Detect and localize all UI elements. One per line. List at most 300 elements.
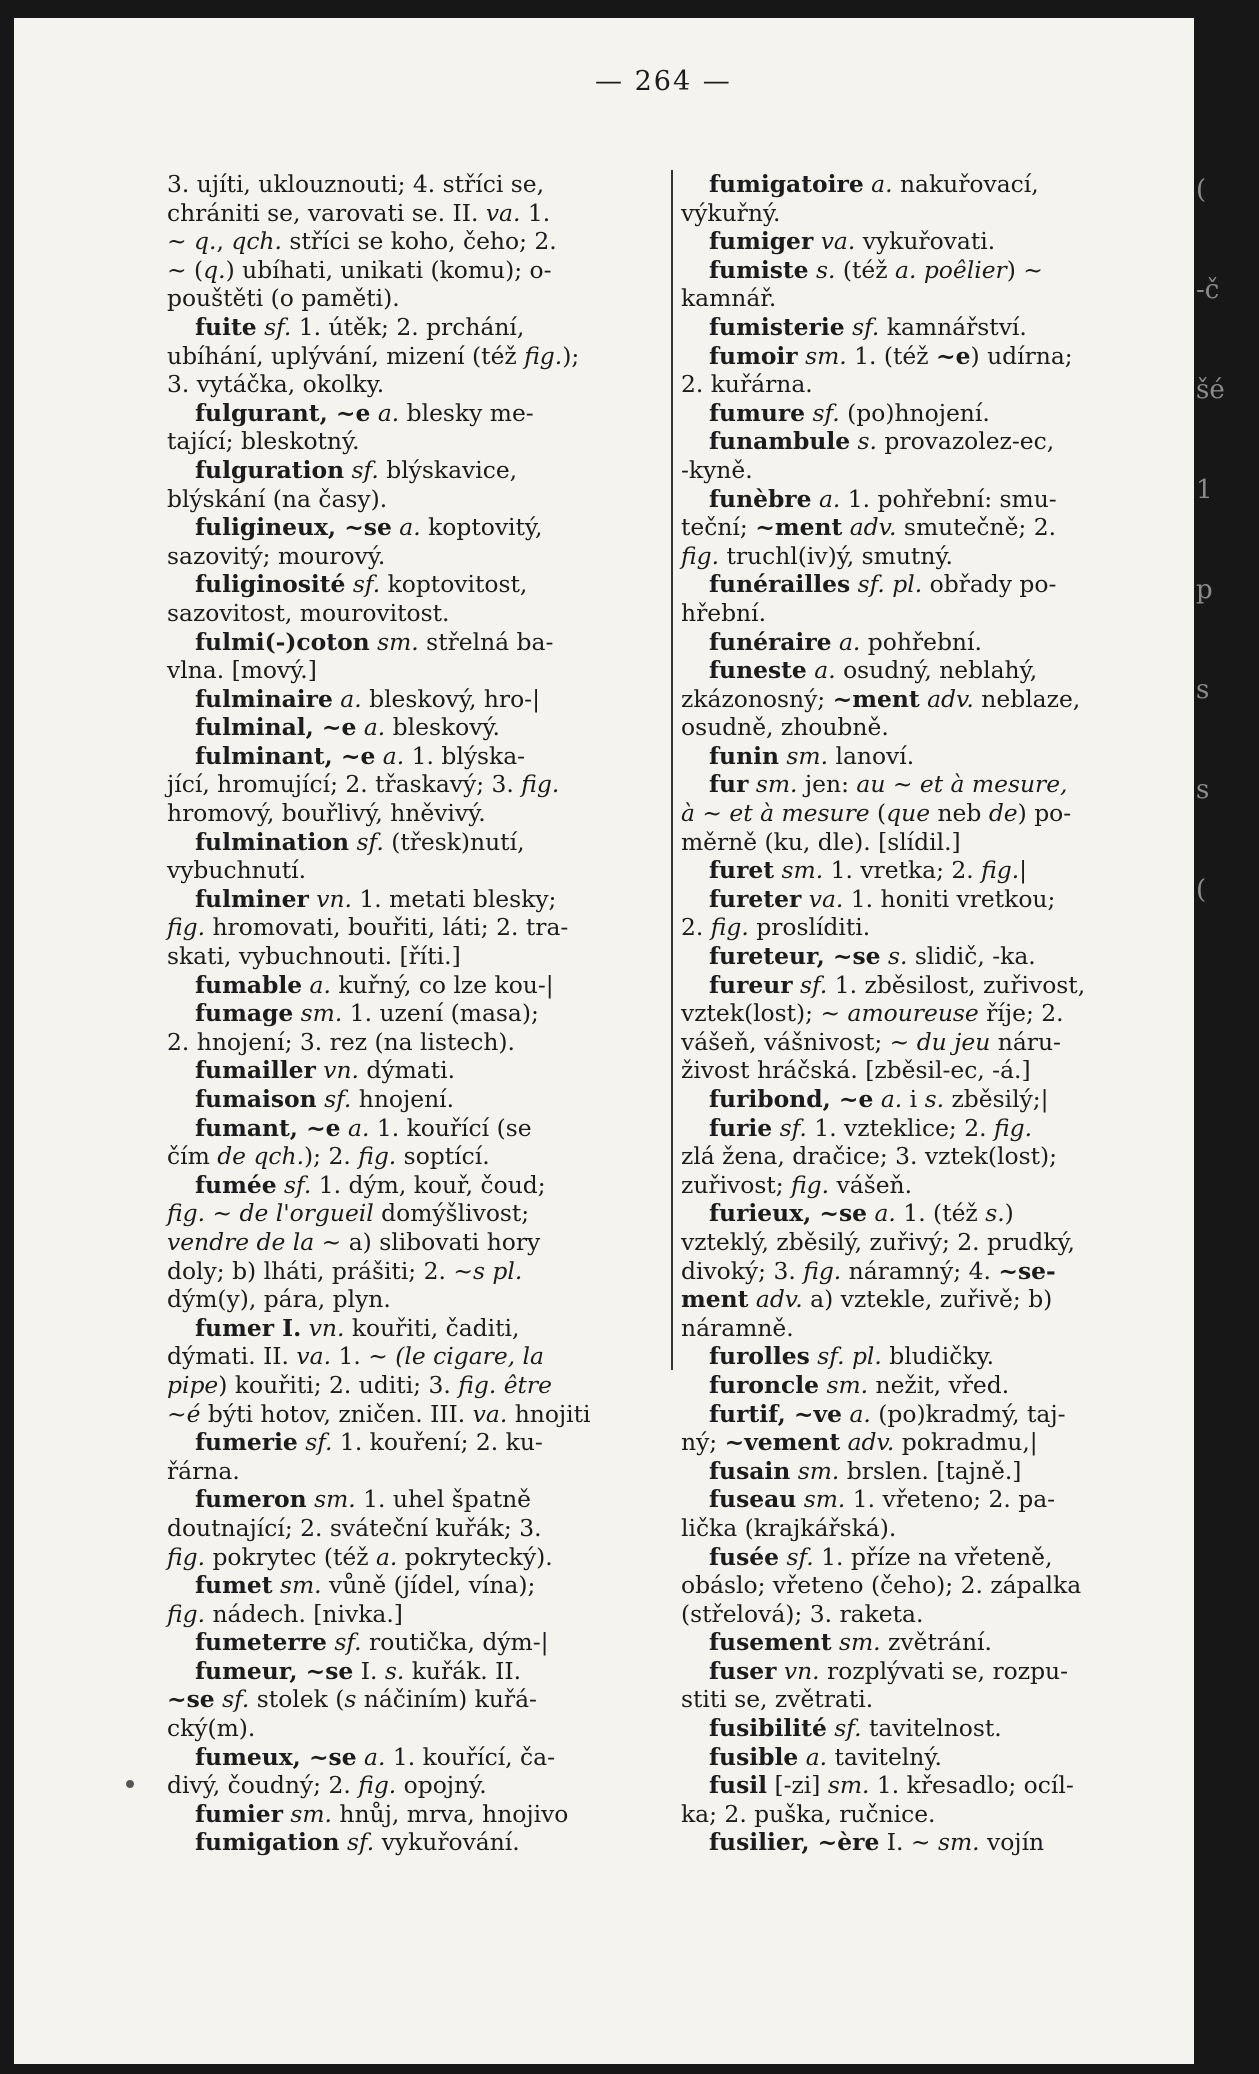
text-line: [167, 1257, 640, 1286]
definition-text: 1. kouřící (se: [369, 1113, 532, 1142]
text-line: [167, 1371, 640, 1400]
definition-text: dým(y), pára, plyn.: [167, 1285, 391, 1314]
text-line: [681, 685, 1154, 714]
grammar-note: sm.: [803, 1485, 846, 1514]
headword: fulminer: [195, 884, 309, 913]
grammar-note: sf.: [346, 1828, 375, 1857]
definition-text: i: [902, 1085, 925, 1113]
definition-text: 2. hnojení; 3. rez (na listech).: [167, 1027, 515, 1056]
grammar-note: sf.: [351, 455, 379, 484]
text-line: [681, 628, 1154, 657]
definition-text: doly; b) lháti, prášiti; 2.: [167, 1256, 454, 1285]
headword: funin: [709, 741, 779, 770]
text-line: [167, 1285, 640, 1314]
definition-text: vykuřovati.: [855, 227, 996, 256]
headword: fulmination: [195, 827, 350, 856]
grammar-note: a.: [363, 713, 386, 742]
definition-text: [793, 971, 800, 999]
definition-text: );: [562, 341, 580, 370]
definition-text: [873, 1085, 880, 1113]
definition-text: truchl(iv)ý, smutný.: [719, 541, 953, 570]
text-line: [167, 1771, 640, 1800]
definition-text: [850, 570, 857, 598]
definition-text: [375, 742, 382, 770]
definition-text: pokrytecký).: [397, 1542, 553, 1571]
definition-text: [845, 313, 852, 341]
text-line: [167, 1628, 640, 1657]
text-line: [681, 856, 1154, 885]
edge-glyph: s: [1196, 675, 1210, 705]
definition-text: [307, 1485, 314, 1513]
headword: fumeur, ~se: [195, 1656, 354, 1685]
definition-text: chrániti se, varovati se. II.: [167, 198, 486, 227]
text-line: [167, 1743, 640, 1772]
headword: fumerie: [195, 1428, 298, 1457]
text-line: [167, 971, 640, 1000]
grammar-note: s.: [924, 1085, 945, 1113]
headword: furtif, ~ve: [709, 1399, 842, 1428]
definition-text: 1. vřeteno; 2. pa-: [845, 1485, 1056, 1514]
grammar-note: sf. pl.: [817, 1342, 882, 1371]
definition-text: [748, 1285, 755, 1313]
headword: ~ment: [832, 684, 920, 713]
headword: fusibilité: [709, 1714, 827, 1743]
headword: fuite: [195, 312, 257, 341]
headword: fumant, ~e: [195, 1113, 341, 1142]
headword: ~vement: [724, 1428, 841, 1457]
headword: fusement: [709, 1628, 832, 1657]
definition-text: proslíditi.: [748, 913, 871, 942]
headword: fulguration: [195, 455, 345, 484]
text-line: [167, 1056, 640, 1085]
headword: furolles: [709, 1342, 810, 1371]
headword: furie: [709, 1113, 773, 1142]
text-line: [681, 427, 1154, 456]
definition-text: 1. zběsilost, zuřivost,: [827, 970, 1086, 999]
grammar-note: sf.: [284, 1170, 312, 1199]
grammar-note: ~s pl.: [453, 1256, 523, 1285]
definition-text: vášeň.: [829, 1170, 913, 1199]
text-line: [681, 456, 1154, 485]
page-number: — 264 —: [595, 66, 732, 97]
grammar-note: adv.: [847, 1428, 895, 1457]
ink-spot: [126, 1780, 134, 1788]
grammar-note: s: [344, 1685, 357, 1714]
headword: funèbre: [709, 484, 812, 513]
headword: fureteur, ~se: [709, 942, 881, 971]
text-line: [167, 284, 640, 313]
text-line: [681, 1285, 1154, 1314]
grammar-note: va.: [472, 1399, 508, 1428]
grammar-note: fig.: [521, 770, 560, 799]
grammar-note: sf.: [356, 827, 384, 856]
text-line: [167, 227, 640, 256]
definition-text: [776, 1657, 783, 1685]
grammar-note: ~ (le cigare, la: [368, 1342, 544, 1371]
text-line: [167, 1114, 640, 1143]
grammar-note: a.: [874, 1199, 896, 1228]
definition-text: (: [869, 799, 887, 828]
headword: ~e: [936, 341, 971, 370]
definition-text: vybuchnutí.: [167, 856, 307, 885]
text-line: [167, 656, 640, 685]
definition-text: 1. honiti vretkou;: [843, 884, 1056, 913]
text-line: [681, 542, 1154, 571]
definition-text: a) vztekle, zuřivě; b): [802, 1285, 1053, 1314]
text-line: [681, 656, 1154, 685]
text-line: [681, 199, 1154, 228]
definition-text: 1. uhel špatně: [355, 1485, 532, 1514]
definition-text: opojný.: [396, 1771, 487, 1800]
text-line: [681, 399, 1154, 428]
definition-text: čím: [167, 1142, 218, 1171]
definition-text: [341, 1114, 348, 1142]
left-column: [167, 170, 640, 1857]
definition-text: ubíhání, uplývání, mizení (též: [167, 341, 525, 370]
edge-glyph: (: [1196, 175, 1207, 205]
text-line: [167, 399, 640, 428]
text-line: [681, 342, 1154, 371]
definition-text: nežit, vřed.: [868, 1370, 1010, 1399]
text-line: [167, 570, 640, 599]
grammar-note: a.: [382, 741, 405, 770]
text-line: [681, 170, 1154, 199]
text-line: [167, 1828, 640, 1857]
definition-text: blesky me-: [399, 398, 534, 427]
headword: fulminal, ~e: [195, 713, 357, 742]
definition-text: [277, 1171, 284, 1199]
text-line: [681, 1514, 1154, 1543]
headword: fumiger: [709, 227, 814, 256]
headword: fureter: [709, 884, 802, 913]
definition-text: ); 2.: [304, 1142, 359, 1171]
definition-text: [842, 513, 849, 541]
text-line: [681, 370, 1154, 399]
headword: fumier: [195, 1799, 283, 1828]
definition-text: měrně (ku, dle). [slídil.]: [681, 827, 961, 856]
text-line: [167, 1085, 640, 1114]
grammar-note: fig.: [167, 1599, 206, 1628]
text-line: [681, 742, 1154, 771]
definition-text: hnůj, mrva, hnojivo: [331, 1799, 569, 1828]
definition-text: vojín: [979, 1828, 1045, 1857]
grammar-note: va.: [820, 227, 856, 256]
text-line: [681, 1714, 1154, 1743]
definition-text: neb: [930, 799, 989, 828]
definition-text: [-zi]: [767, 1771, 828, 1800]
definition-text: střelná ba-: [418, 627, 554, 656]
grammar-note: va.: [296, 1342, 332, 1371]
grammar-note: sm.: [826, 1370, 869, 1399]
headword: fumisterie: [709, 312, 845, 341]
grammar-note: sm.: [839, 1628, 881, 1657]
definition-text: [809, 256, 816, 284]
definition-text: ný;: [681, 1428, 725, 1457]
text-line: [681, 1085, 1154, 1114]
definition-text: 1. vretka; 2.: [823, 856, 982, 885]
grammar-note: sm.: [279, 1571, 322, 1600]
grammar-note: vn.: [323, 1056, 359, 1085]
text-line: [681, 1628, 1154, 1657]
definition-text: hromový, bouřlivý, hněvivý.: [167, 799, 486, 828]
grammar-note: sf.: [800, 970, 828, 999]
definition-text: provazolez-ec,: [877, 427, 1055, 456]
grammar-note: sm.: [797, 1456, 840, 1485]
grammar-note: sf.: [852, 312, 880, 341]
definition-text: nakuřovací,: [892, 170, 1039, 198]
definition-text: [302, 971, 309, 999]
grammar-note: a. poêlier: [895, 255, 1007, 284]
text-line: [681, 1257, 1154, 1286]
grammar-note: adv.: [755, 1285, 803, 1314]
column-divider: [671, 170, 673, 1370]
edge-glyph: s: [1196, 775, 1210, 805]
grammar-note: a.: [838, 627, 861, 656]
text-line: [167, 742, 640, 771]
grammar-note: va.: [485, 198, 521, 227]
text-line: [681, 1828, 1154, 1857]
definition-text: doutnající; 2. sváteční kuřák; 3.: [167, 1513, 542, 1542]
definition-text: [340, 1828, 347, 1856]
text-line: [681, 1600, 1154, 1629]
headword: fumure: [709, 398, 806, 427]
grammar-note: fig.: [994, 1113, 1033, 1142]
text-line: [167, 1485, 640, 1514]
definition-text: divý, čoudný; 2.: [167, 1771, 359, 1800]
definition-text: vlna. [mový.]: [167, 656, 317, 685]
definition-text: vášeň, vášnivost;: [681, 1027, 890, 1056]
definition-text: cký(m).: [167, 1714, 256, 1743]
grammar-note: sm.: [781, 856, 824, 885]
definition-text: divoký; 3.: [681, 1256, 804, 1285]
definition-text: ) ubíhati, unikati (komu); o-: [225, 255, 552, 284]
definition-text: [257, 313, 264, 341]
definition-text: výkuřný.: [681, 198, 781, 227]
grammar-note: a.: [309, 970, 331, 999]
definition-text: 1. blýska-: [404, 741, 526, 770]
text-line: [167, 1142, 640, 1171]
grammar-note: fig.: [710, 913, 749, 942]
definition-text: [798, 1743, 805, 1771]
definition-text: pouštěti (o paměti).: [167, 284, 400, 313]
text-line: [167, 485, 640, 514]
definition-text: sazovitý; mourový.: [167, 541, 386, 570]
grammar-note: fig.: [167, 913, 206, 942]
headword: fulminant, ~e: [195, 741, 376, 770]
definition-text: zkázonosný;: [681, 684, 833, 713]
grammar-note: vendre de la ~: [167, 1227, 342, 1256]
text-line: [167, 713, 640, 742]
text-line: [167, 1342, 640, 1371]
definition-text: nádech. [nivka.]: [205, 1599, 403, 1628]
definition-text: routička, dým-|: [361, 1628, 549, 1657]
definition-text: osudně, zhoubně.: [681, 713, 889, 742]
headword: furoncle: [709, 1370, 820, 1399]
edge-glyph: (: [1196, 875, 1207, 905]
grammar-note: ~ amoureuse: [820, 999, 979, 1028]
text-line: [681, 828, 1154, 857]
grammar-note: sf.: [779, 1113, 807, 1142]
definition-text: jen:: [797, 770, 857, 799]
definition-text: [344, 456, 351, 484]
headword: fuliginosité: [195, 570, 346, 599]
text-line: [681, 1400, 1154, 1429]
text-line: [681, 227, 1154, 256]
definition-text: 3. vytáčka, okolky.: [167, 370, 385, 399]
definition-text: (po)hnojení.: [839, 398, 990, 427]
text-line: [681, 799, 1154, 828]
grammar-note: fig. ~ de l'orgueil: [167, 1199, 374, 1228]
definition-text: kuřák. II.: [404, 1656, 522, 1685]
grammar-note: a.: [880, 1085, 903, 1113]
definition-text: řárna.: [167, 1456, 240, 1485]
headword: fumable: [195, 970, 303, 999]
definition-text: ~: [167, 227, 195, 256]
headword: furibond, ~e: [709, 1085, 874, 1113]
definition-text: (třesk)nutí,: [383, 827, 525, 856]
definition-text: koptovitost,: [380, 570, 528, 599]
definition-text: ) ~: [1006, 255, 1043, 284]
text-line: [167, 856, 640, 885]
definition-text: [840, 1428, 847, 1456]
definition-text: [832, 1628, 839, 1656]
definition-text: [772, 1114, 779, 1142]
definition-text: vykuřování.: [374, 1828, 520, 1857]
text-line: [681, 599, 1154, 628]
definition-text: pohřební.: [860, 627, 982, 656]
definition-text: pokrytec (též: [205, 1542, 376, 1571]
text-line: [681, 313, 1154, 342]
definition-text: 1. (též: [846, 341, 937, 370]
definition-text: stříci se koho, čeho; 2.: [281, 227, 557, 256]
definition-text: hnojiti: [507, 1399, 591, 1428]
edge-glyph: p: [1196, 575, 1213, 605]
grammar-note: ~ sm.: [910, 1828, 980, 1857]
definition-text: ~ (: [167, 255, 204, 284]
definition-text: lanoví.: [828, 741, 915, 770]
headword: fumer I.: [195, 1313, 302, 1342]
text-line: [167, 1028, 640, 1057]
definition-text: zlá žena, dračice; 3. vztek(lost);: [681, 1142, 1057, 1171]
definition-text: tavitelnost.: [861, 1714, 1002, 1743]
grammar-note: sm.: [300, 999, 343, 1028]
definition-text: živost hráčská. [zběsil-ec, -á.]: [681, 1056, 1031, 1085]
definition-text: [349, 828, 356, 856]
headword: fusain: [709, 1456, 791, 1485]
definition-text: teční;: [681, 513, 756, 542]
definition-text: 1. dým, kouř, čoud;: [311, 1170, 546, 1199]
grammar-note: adv.: [849, 513, 897, 542]
definition-text: ,: [216, 227, 232, 256]
definition-text: 2.: [681, 913, 711, 942]
text-line: [681, 1114, 1154, 1143]
adjacent-page-edge: [1196, 140, 1259, 905]
text-line: [681, 284, 1154, 313]
definition-text: bleskový.: [385, 713, 500, 742]
text-line: [167, 199, 640, 228]
headword: fumeterre: [195, 1628, 327, 1657]
definition-text: 1. (též: [895, 1199, 986, 1228]
definition-text: 1. kouřící, ča-: [385, 1742, 555, 1771]
text-line: [681, 513, 1154, 542]
definition-text: hromovati, bouřiti, láti; 2. tra-: [205, 913, 569, 942]
definition-text: kuřný, co lze kou-|: [330, 970, 554, 999]
grammar-note: vn.: [308, 1313, 345, 1342]
headword: fulgurant, ~e: [195, 398, 371, 427]
definition-text: zvětrání.: [880, 1628, 992, 1657]
definition-text: [774, 856, 781, 884]
text-line: [681, 485, 1154, 514]
headword: fulminaire: [195, 684, 333, 713]
text-line: [681, 1657, 1154, 1686]
definition-text: ) kouřiti; 2. uditi; 3.: [218, 1370, 459, 1399]
headword: funeste: [709, 656, 807, 685]
headword: fuseau: [709, 1485, 797, 1514]
headword: ~ment: [755, 513, 843, 542]
definition-text: |: [1019, 856, 1028, 885]
grammar-note: sf.: [305, 1428, 333, 1457]
definition-text: [370, 628, 377, 656]
definition-text: [357, 1743, 364, 1771]
definition-text: [301, 1314, 308, 1342]
definition-text: vůně (jídel, vína);: [321, 1571, 536, 1600]
headword: ment: [681, 1285, 749, 1314]
grammar-note: sm.: [755, 770, 798, 799]
definition-text: [345, 570, 352, 598]
grammar-note: fig.: [358, 1142, 397, 1171]
headword: fuligineux, ~se: [195, 513, 392, 542]
grammar-note: s.: [887, 942, 908, 971]
grammar-note: q.: [203, 255, 226, 284]
grammar-note: sf.: [334, 1628, 362, 1657]
text-line: [167, 770, 640, 799]
text-line: [681, 942, 1154, 971]
headword: fusible: [709, 1742, 799, 1771]
definition-text: [813, 227, 820, 255]
definition-text: ) udírna;: [970, 341, 1073, 370]
text-line: [681, 713, 1154, 742]
headword: fusil: [709, 1771, 768, 1800]
definition-text: vzteklý, zběsilý, zuřivý; 2. prudký,: [681, 1227, 1075, 1256]
text-line: [167, 1714, 640, 1743]
definition-text: ): [1004, 1199, 1014, 1228]
text-line: [167, 1228, 640, 1257]
definition-text: [293, 999, 300, 1027]
grammar-note: a.: [818, 484, 841, 513]
edge-glyph: 1: [1196, 475, 1213, 505]
definition-text: kamnářství.: [879, 312, 1027, 341]
headword: furieux, ~se: [709, 1199, 868, 1228]
definition-text: [798, 342, 805, 370]
headword: fumée: [195, 1170, 277, 1199]
grammar-note: vn.: [783, 1656, 820, 1685]
definition-text: obřady po-: [922, 570, 1057, 599]
text-line: [167, 942, 640, 971]
text-line: [681, 1685, 1154, 1714]
grammar-note: ~é: [167, 1399, 201, 1428]
grammar-note: fig.: [167, 1542, 206, 1571]
text-line: [681, 885, 1154, 914]
definition-text: [832, 628, 839, 656]
definition-text: zběsilý;|: [944, 1085, 1049, 1113]
edge-glyph: -č: [1196, 275, 1220, 305]
grammar-note: a.: [375, 1542, 398, 1571]
text-line: [681, 1457, 1154, 1486]
definition-text: soptící.: [396, 1142, 490, 1171]
text-line: [167, 170, 640, 199]
grammar-note: a.: [364, 1742, 386, 1771]
grammar-note: fig.: [358, 1771, 397, 1800]
